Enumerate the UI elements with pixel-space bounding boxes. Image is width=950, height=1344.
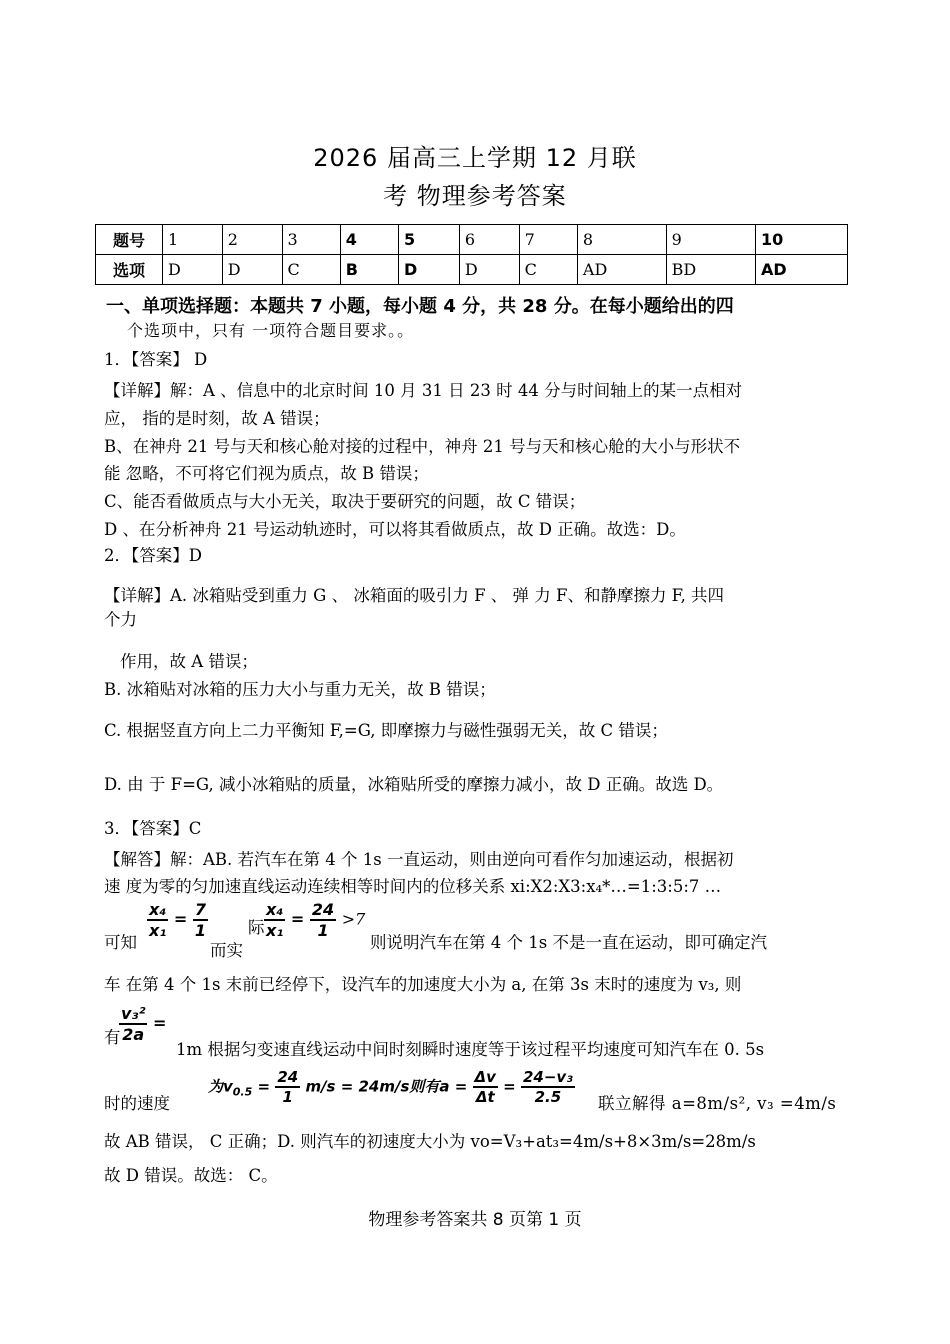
- q3-answer: 3．【答案】C: [104, 819, 202, 838]
- q2-line-2: 个力: [104, 610, 137, 629]
- formula-num: 24: [311, 900, 335, 919]
- formula-den: 1: [317, 921, 329, 940]
- table-cell: D: [222, 255, 282, 285]
- formula-eq: =: [290, 909, 305, 929]
- table-cell: AD: [755, 255, 847, 285]
- q3-line-8: 故 D 错误。故选： C。: [104, 1166, 278, 1185]
- formula-num: 24−v₃: [522, 1068, 573, 1086]
- q2-line-6: D. 由 于 F=G, 减小冰箱贴的质量，冰箱贴所受的摩擦力减小，故 D 正确。故选 D。: [104, 775, 724, 794]
- formula-num: v₃²: [121, 1004, 146, 1023]
- section-heading: 一、单项选择题：本题共 7 小题，每小题 4 分，共 28 分。在每小题给出的四: [106, 296, 734, 317]
- q3-line-2: 速 度为零的匀加速直线运动连续相等时间内的位移关系 xi:X2:X3:x₄*…=1:3:5:7 …: [104, 877, 722, 896]
- table-cell: D: [459, 255, 519, 285]
- formula-den: x₁: [149, 921, 167, 940]
- table-cell: D: [163, 255, 223, 285]
- table-cell: D: [398, 255, 459, 285]
- q1-line-4: 能 忽略，不可将它们视为质点，故 B 错误；: [104, 464, 429, 483]
- q3-line-3-mark: 际: [248, 918, 265, 937]
- section-heading-cont: 个选项中，只有 一项符合题目要求。。: [127, 321, 415, 340]
- q2-line-1: 【详解】A. 冰箱贴受到重力 G 、 冰箱面的吸引力 F 、 弹 力 F、和静摩擦力 F, 共四: [104, 586, 725, 605]
- table-cell: B: [340, 255, 398, 285]
- table-cell: 3: [282, 225, 340, 255]
- answer-table: [95, 224, 848, 285]
- q1-line-5: C、能否看做质点与大小无关，取决于要研究的问题，故 C 错误；: [104, 492, 586, 511]
- q1-answer: 1．【答案】 D: [104, 350, 208, 369]
- q1-line-1: 【详解】解：A 、信息中的北京时间 10 月 31 日 23 时 44 分与时间轴上的某一点相对: [104, 381, 743, 400]
- formula-num: 24: [277, 1068, 299, 1086]
- q3-line-3-mid: 而实: [210, 941, 243, 960]
- table-row-numbers: [96, 225, 848, 255]
- formula-num: x₄: [149, 900, 167, 919]
- q3-line-3-suffix: 则说明汽车在第 4 个 1s 不是一直在运动，即可确定汽: [370, 933, 767, 952]
- title-line-1: 2026 届高三上学期 12 月联: [313, 144, 637, 172]
- formula-ratio-2: [264, 900, 365, 940]
- formula-velocity: [208, 1068, 575, 1106]
- q2-line-4: B. 冰箱贴对冰箱的压力大小与重力无关，故 B 错误；: [104, 680, 496, 699]
- formula-num: x₄: [266, 900, 284, 919]
- q3-line-6-prefix: 时的速度: [104, 1094, 170, 1113]
- q1-line-2: 应， 指的是时刻，故 A 错误；: [104, 409, 330, 428]
- title-line-2: 考 物理参考答案: [383, 182, 567, 210]
- q3-line-6-suffix: 联立解得 a=8m/s², v₃ =4m/s: [598, 1094, 837, 1113]
- page-footer: 物理参考答案共 8 页第 1 页: [368, 1210, 582, 1230]
- table-cell: 10: [755, 225, 847, 255]
- formula-num: Δv: [474, 1068, 496, 1086]
- q2-line-5: C. 根据竖直方向上二力平衡知 F,=G, 即摩擦力与磁性强弱无关，故 C 错误；: [104, 721, 668, 740]
- q2-answer: 2．【答案】D: [104, 546, 202, 565]
- formula-den: 1: [282, 1088, 293, 1106]
- table-cell: 1: [163, 225, 223, 255]
- table-cell: 9: [666, 225, 755, 255]
- formula-text: 为v: [208, 1077, 233, 1096]
- q3-line-4: 车 在第 4 个 1s 末前已经停下，设汽车的加速度大小为 a, 在第 3s 末时的速度为 v₃, 则: [104, 975, 742, 994]
- formula-num: 7: [194, 900, 207, 919]
- table-cell: 6: [459, 225, 519, 255]
- table-header-number: 题号: [96, 225, 163, 255]
- table-cell: C: [282, 255, 340, 285]
- table-header-answer: 选项: [96, 255, 163, 285]
- table-cell: AD: [577, 255, 666, 285]
- formula-eq: =: [173, 909, 188, 929]
- formula-eq: =: [503, 1077, 516, 1096]
- q3-line-3-prefix: 可知: [104, 933, 137, 952]
- table-cell: BD: [666, 255, 755, 285]
- formula-v3: [119, 1004, 166, 1044]
- q3-line-5-prefix: 有: [104, 1028, 121, 1047]
- table-cell: 8: [577, 225, 666, 255]
- formula-den: Δt: [475, 1088, 495, 1106]
- formula-eq: =: [153, 1013, 167, 1033]
- formula-den: 2.5: [534, 1088, 562, 1106]
- q3-line-7: 故 AB 错误， C 正确；D. 则汽车的初速度大小为 vo=V₃+at₃=4m/s+8×3m/s=28m/s: [104, 1132, 756, 1151]
- table-cell: 5: [398, 225, 459, 255]
- q1-line-6: D 、在分析神舟 21 号运动轨迹时，可以将其看做质点，故 D 正确。故选：D。: [104, 520, 686, 539]
- q3-line-1: 【解答】解：AB. 若汽车在第 4 个 1s 一直运动，则由逆向可看作匀加速运动，根据初: [104, 850, 734, 869]
- formula-ratio-1: [147, 900, 208, 940]
- formula-gt: >7: [341, 909, 366, 929]
- q1-line-3: B、在神舟 21 号与天和核心舱对接的过程中，神舟 21 号与天和核心舱的大小与形状不: [104, 437, 741, 456]
- table-cell: 2: [222, 225, 282, 255]
- formula-den: 1: [194, 921, 207, 940]
- formula-den: 2a: [122, 1025, 145, 1044]
- formula-den: x₁: [266, 921, 284, 940]
- table-cell: 7: [519, 225, 577, 255]
- table-cell: C: [519, 255, 577, 285]
- table-cell: 4: [340, 225, 398, 255]
- formula-sub: 0.5: [232, 1085, 253, 1099]
- table-row-answers: [96, 255, 848, 285]
- q2-line-3: 作用，故 A 错误；: [120, 652, 258, 671]
- formula-eq: =: [257, 1077, 271, 1096]
- q3-line-5-suffix: 1m 根据匀变速直线运动中间时刻瞬时速度等于该过程平均速度可知汽车在 0. 5s: [176, 1040, 765, 1059]
- formula-text: m/s = 24m/s则有a =: [305, 1077, 468, 1096]
